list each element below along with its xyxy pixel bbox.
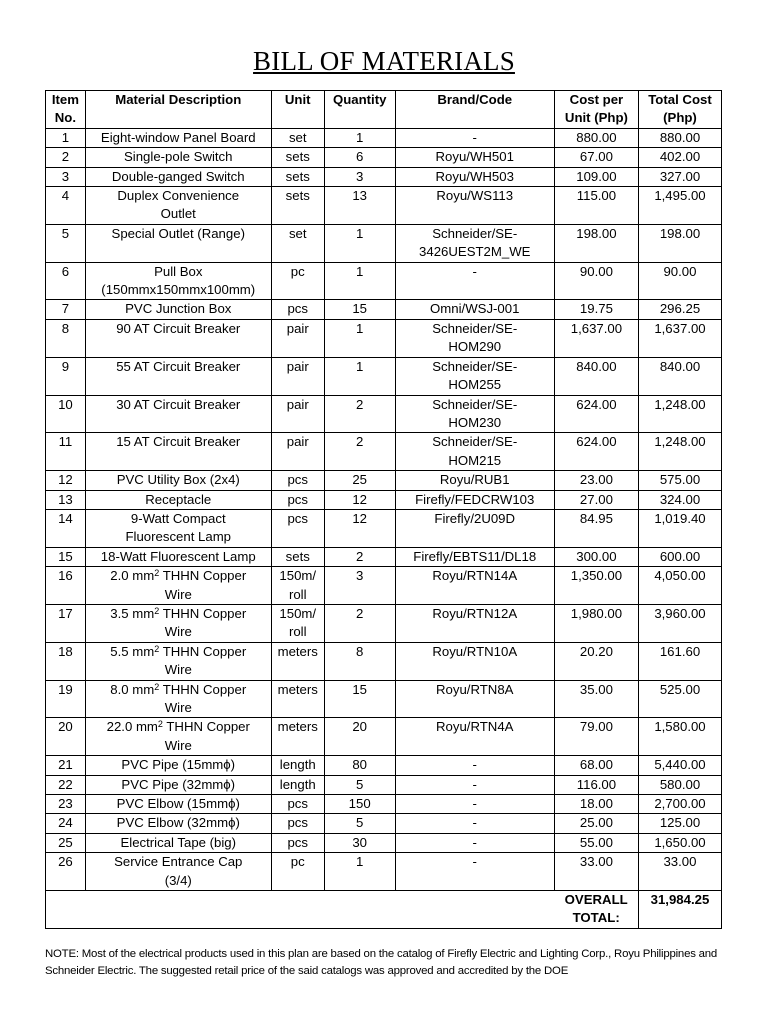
cell-description: 90 AT Circuit Breaker [85,319,271,357]
cell-description: Double-ganged Switch [85,167,271,186]
cell-unit: sets [271,187,324,225]
cell-item-no: 15 [46,547,86,566]
cell-item-no: 22 [46,775,86,794]
overall-total-row [46,891,722,929]
cell-total-cost: 575.00 [638,471,721,490]
cell-description: 15 AT Circuit Breaker [85,433,271,471]
cell-brand-code: Royu/RUB1 [395,471,554,490]
cell-unit: pcs [271,300,324,319]
cell-brand-code: Omni/WSJ-001 [395,300,554,319]
cell-total-cost: 2,700.00 [638,795,721,814]
cell-total-cost: 296.25 [638,300,721,319]
cell-unit: pc [271,853,324,891]
cell-description: 22.0 $mm^2$ THHN Copper Wire [85,718,271,756]
cell-description: 18-Watt Fluorescent Lamp [85,547,271,566]
cell-quantity: 12 [324,509,395,547]
cell-brand-code: Royu/RTN10A [395,642,554,680]
cell-unit: pair [271,319,324,357]
cell-brand-code: - [395,128,554,147]
cell-item-no: 11 [46,433,86,471]
cell-item-no: 8 [46,319,86,357]
cell-description: Eight-window Panel Board [85,128,271,147]
cell-cost-per-unit: 18.00 [554,795,638,814]
cell-brand-code: Schneider/SE- HOM290 [395,319,554,357]
table-row [46,490,722,509]
cell-description: 3.5 $mm^2$ THHN Copper Wire [85,604,271,642]
cell-quantity: 25 [324,471,395,490]
cell-cost-per-unit: 115.00 [554,187,638,225]
cell-item-no: 12 [46,471,86,490]
cell-quantity: 5 [324,775,395,794]
footnote: NOTE: Most of the electrical products used in this plan are based on the catalog of Firefly Electric and Lighting Corp., Royu Philippines and Schneider Electric. The suggested retail price of the said catalogs was approved and accredited by the DOE [45,948,718,977]
cell-description: Special Outlet (Range) [85,224,271,262]
cell-unit: sets [271,148,324,167]
cell-item-no: 23 [46,795,86,814]
cell-total-cost: 1,495.00 [638,187,721,225]
cell-quantity: 15 [324,300,395,319]
cell-total-cost: 600.00 [638,547,721,566]
cell-unit: length [271,756,324,775]
cell-cost-per-unit: 840.00 [554,357,638,395]
table-row [46,853,722,891]
cell-quantity: 3 [324,167,395,186]
cell-description: 55 AT Circuit Breaker [85,357,271,395]
cell-quantity: 6 [324,148,395,167]
cell-item-no: 26 [46,853,86,891]
cell-unit: pc [271,262,324,300]
table-row [46,187,722,225]
cell-quantity: 30 [324,833,395,852]
cell-cost-per-unit: 1,350.00 [554,567,638,605]
cell-total-cost: 1,637.00 [638,319,721,357]
cell-brand-code: Royu/WH501 [395,148,554,167]
cell-item-no: 3 [46,167,86,186]
cell-brand-code: Royu/WH503 [395,167,554,186]
cell-total-cost: 1,248.00 [638,395,721,433]
cell-quantity: 2 [324,604,395,642]
cell-brand-code: Firefly/2U09D [395,509,554,547]
cell-item-no: 18 [46,642,86,680]
cell-brand-code: - [395,833,554,852]
cell-unit: meters [271,680,324,718]
cell-cost-per-unit: 624.00 [554,433,638,471]
cell-item-no: 13 [46,490,86,509]
cell-quantity: 1 [324,357,395,395]
cell-total-cost: 4,050.00 [638,567,721,605]
cell-cost-per-unit: 20.20 [554,642,638,680]
cell-quantity: 13 [324,187,395,225]
cell-quantity: 1 [324,128,395,147]
cell-brand-code: Schneider/SE- HOM230 [395,395,554,433]
table-row [46,756,722,775]
cell-description: 8.0 $mm^2$ THHN Copper Wire [85,680,271,718]
cell-quantity: 1 [324,224,395,262]
cell-unit: pcs [271,490,324,509]
header-brand-code: Brand/Code [395,91,554,129]
cell-item-no: 17 [46,604,86,642]
cell-brand-code: Firefly/FEDCRW103 [395,490,554,509]
table-row [46,224,722,262]
table-row [46,680,722,718]
cell-item-no: 10 [46,395,86,433]
cell-item-no: 16 [46,567,86,605]
cell-unit: pair [271,395,324,433]
cell-unit: pcs [271,814,324,833]
table-row [46,128,722,147]
cell-cost-per-unit: 90.00 [554,262,638,300]
cell-cost-per-unit: 27.00 [554,490,638,509]
cell-total-cost: 5,440.00 [638,756,721,775]
cell-total-cost: 33.00 [638,853,721,891]
table-row [46,395,722,433]
table-row [46,718,722,756]
cell-brand-code: Royu/WS113 [395,187,554,225]
cell-cost-per-unit: 880.00 [554,128,638,147]
cell-unit: meters [271,642,324,680]
cell-cost-per-unit: 33.00 [554,853,638,891]
cell-total-cost: 580.00 [638,775,721,794]
table-row [46,262,722,300]
cell-brand-code: Schneider/SE- 3426UEST2M_WE [395,224,554,262]
cell-total-cost: 840.00 [638,357,721,395]
cell-quantity: 1 [324,319,395,357]
cell-cost-per-unit: 624.00 [554,395,638,433]
cell-cost-per-unit: 68.00 [554,756,638,775]
cell-brand-code: Schneider/SE- HOM255 [395,357,554,395]
cell-quantity: 1 [324,262,395,300]
cell-cost-per-unit: 1,637.00 [554,319,638,357]
header-total-cost: Total Cost (Php) [638,91,721,129]
cell-description: Receptacle [85,490,271,509]
cell-brand-code: Firefly/EBTS11/DL18 [395,547,554,566]
cell-item-no: 4 [46,187,86,225]
cell-total-cost: 525.00 [638,680,721,718]
cell-unit: length [271,775,324,794]
cell-item-no: 20 [46,718,86,756]
cell-unit: set [271,224,324,262]
table-row [46,319,722,357]
cell-unit: pcs [271,509,324,547]
cell-quantity: 2 [324,433,395,471]
cell-cost-per-unit: 23.00 [554,471,638,490]
cell-total-cost: 327.00 [638,167,721,186]
cell-unit: 150m/ roll [271,604,324,642]
cell-quantity: 3 [324,567,395,605]
cell-total-cost: 1,019.40 [638,509,721,547]
cell-description: Duplex Convenience Outlet [85,187,271,225]
cell-item-no: 1 [46,128,86,147]
cell-total-cost: 125.00 [638,814,721,833]
cell-brand-code: Royu/RTN12A [395,604,554,642]
cell-description: PVC Pipe (15mmϕ) [85,756,271,775]
cell-total-cost: 402.00 [638,148,721,167]
cell-brand-code: Schneider/SE- HOM215 [395,433,554,471]
cell-brand-code: Royu/RTN8A [395,680,554,718]
cell-description: PVC Utility Box (2x4) [85,471,271,490]
cell-cost-per-unit: 79.00 [554,718,638,756]
cell-description: 2.0 $mm^2$ THHN Copper Wire [85,567,271,605]
cell-description: Single-pole Switch [85,148,271,167]
table-body [46,128,722,890]
header-quantity: Quantity [324,91,395,129]
cell-description: 30 AT Circuit Breaker [85,395,271,433]
cell-item-no: 7 [46,300,86,319]
cell-item-no: 14 [46,509,86,547]
cell-unit: meters [271,718,324,756]
table-row [46,833,722,852]
cell-cost-per-unit: 109.00 [554,167,638,186]
cell-item-no: 2 [46,148,86,167]
cell-cost-per-unit: 84.95 [554,509,638,547]
cell-brand-code: Royu/RTN14A [395,567,554,605]
cell-quantity: 150 [324,795,395,814]
cell-quantity: 2 [324,395,395,433]
cell-unit: pair [271,433,324,471]
cell-total-cost: 161.60 [638,642,721,680]
cell-total-cost: 324.00 [638,490,721,509]
cell-brand-code: - [395,262,554,300]
cell-item-no: 5 [46,224,86,262]
cell-item-no: 19 [46,680,86,718]
cell-description: Electrical Tape (big) [85,833,271,852]
cell-cost-per-unit: 116.00 [554,775,638,794]
table-row [46,148,722,167]
cell-quantity: 80 [324,756,395,775]
cell-description: PVC Elbow (32mmϕ) [85,814,271,833]
cell-cost-per-unit: 300.00 [554,547,638,566]
cell-quantity: 12 [324,490,395,509]
cell-brand-code: - [395,853,554,891]
table-row [46,795,722,814]
cell-total-cost: 3,960.00 [638,604,721,642]
cell-brand-code: - [395,775,554,794]
cell-quantity: 20 [324,718,395,756]
cell-item-no: 24 [46,814,86,833]
cell-quantity: 2 [324,547,395,566]
cell-cost-per-unit: 35.00 [554,680,638,718]
cell-cost-per-unit: 19.75 [554,300,638,319]
cell-item-no: 9 [46,357,86,395]
cell-item-no: 25 [46,833,86,852]
cell-total-cost: 1,248.00 [638,433,721,471]
header-row [46,91,722,129]
header-material-description: Material Description [85,91,271,129]
cell-unit: pcs [271,833,324,852]
cell-description: PVC Elbow (15mmϕ) [85,795,271,814]
page-title: BILL OF MATERIALS [253,46,515,76]
cell-unit: 150m/ roll [271,567,324,605]
cell-unit: set [271,128,324,147]
table-row [46,775,722,794]
cell-description: PVC Junction Box [85,300,271,319]
cell-description: 9-Watt Compact Fluorescent Lamp [85,509,271,547]
table-row [46,567,722,605]
header-item-no: Item No. [46,91,86,129]
table-row [46,814,722,833]
cell-unit: pair [271,357,324,395]
cell-cost-per-unit: 1,980.00 [554,604,638,642]
cell-unit: pcs [271,471,324,490]
cell-brand-code: - [395,756,554,775]
table-row [46,300,722,319]
cell-description: Service Entrance Cap (3/4) [85,853,271,891]
cell-total-cost: 1,580.00 [638,718,721,756]
overall-total-label: OVERALL TOTAL: [554,891,638,929]
cell-cost-per-unit: 25.00 [554,814,638,833]
cell-cost-per-unit: 198.00 [554,224,638,262]
cell-quantity: 8 [324,642,395,680]
cell-description: 5.5 $mm^2$ THHN Copper Wire [85,642,271,680]
cell-quantity: 1 [324,853,395,891]
cell-brand-code: - [395,814,554,833]
overall-total-value: 31,984.25 [638,891,721,929]
table-row [46,509,722,547]
header-unit: Unit [271,91,324,129]
table-row [46,471,722,490]
cell-unit: sets [271,547,324,566]
cell-total-cost: 198.00 [638,224,721,262]
cell-item-no: 6 [46,262,86,300]
cell-total-cost: 880.00 [638,128,721,147]
cell-description: PVC Pipe (32mmϕ) [85,775,271,794]
cell-quantity: 5 [324,814,395,833]
cell-unit: pcs [271,795,324,814]
cell-description: Pull Box (150mmx150mmx100mm) [85,262,271,300]
cell-total-cost: 90.00 [638,262,721,300]
cell-total-cost: 1,650.00 [638,833,721,852]
cell-cost-per-unit: 55.00 [554,833,638,852]
table-row [46,642,722,680]
header-cost-per-unit: Cost per Unit (Php) [554,91,638,129]
cell-brand-code: Royu/RTN4A [395,718,554,756]
bill-of-materials-table [45,90,722,929]
table-row [46,604,722,642]
cell-unit: sets [271,167,324,186]
table-row [46,357,722,395]
cell-cost-per-unit: 67.00 [554,148,638,167]
cell-quantity: 15 [324,680,395,718]
cell-item-no: 21 [46,756,86,775]
table-row [46,547,722,566]
table-row [46,433,722,471]
cell-brand-code: - [395,795,554,814]
table-row [46,167,722,186]
